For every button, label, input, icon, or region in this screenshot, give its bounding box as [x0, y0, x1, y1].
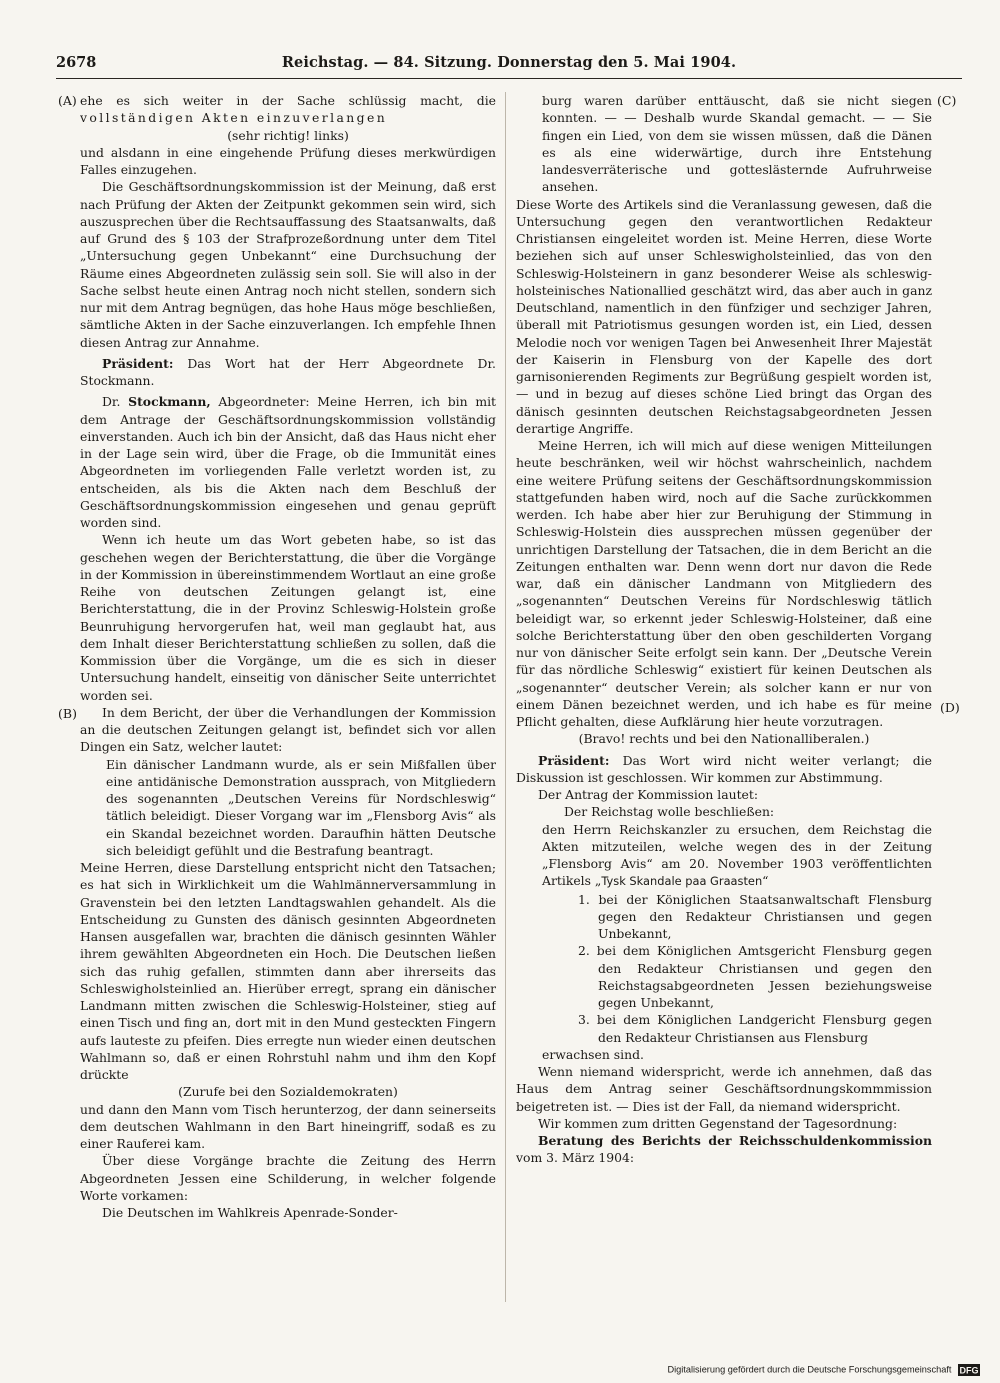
text-run: den Herrn Reichskanzler zu ersuchen, dem Reichstag die Akten mitzuteilen, welche wegen des in der Zeitung „Flensborg Avis“ am 20. November 1903 veröffentlichten Artikels „ — [542, 821, 932, 889]
emphasis-run: vollständigen Akten einzuverlangen — [80, 110, 388, 126]
paragraph: Meine Herren, ich will mich auf diese wenigen Mitteilungen heute beschränken, weil wir höchst wahrscheinlich, nachdem eine weitere Prüfung seitens der Geschäftsordnungskommission stattgefunden haben wird, noch auf die Sache zurückkommen werden. Ich habe aber hier zur Beruhigung der Stimmung in Schleswig-Holstein dies aussprechen müssen gegenüber der unrichtigen Darstellung der Tatsachen, die in dem Bericht an die Zeitungen enthalten war. Denn wenn dort nur davon die Rede war, daß ein dänischer Landmann von Mitgliedern des „sogenannten“ Deutschen Vereins für Nordschleswig tätlich beleidigt war, so erkennt jeder Schleswig-Holsteiner, daß eine solche Berichterstattung über den oben geschilderten Vorgang nur von dänischer Seite erfolgt sein kann. Der „Deutsche Verein für das nördliche Schleswig“ existiert für keinen Deutschen als „sogenannter“ deutscher Verein; als solcher kann er nur von einem Dänen bezeichnet werden, und ich habe es für meine Pflicht gehalten, diese Aufklärung hier heute vorzutragen. — [516, 438, 932, 729]
margin-letter-a: (A) — [58, 93, 77, 108]
running-title: Reichstag. — 84. Sitzung. Donnerstag den 5. Mai 1904. — [281, 54, 737, 71]
list-item: 2. bei dem Königlichen Amtsgericht Flensburg gegen den Redakteur Christiansen und gegen den Reichstagsabgeordneten Jessen beziehungsweise gegen Unbekannt, — [578, 943, 932, 1010]
paragraph: und dann den Mann vom Tisch herunterzog, der dann seinerseits dem deutschen Wahlmann in den Bart hineingriff, sodaß es zu einer Rauferei kam. — [80, 1101, 496, 1151]
motion-body — [542, 821, 932, 891]
paragraph: Der Antrag der Kommission lautet: — [538, 787, 759, 802]
paragraph — [516, 1132, 932, 1167]
motion-text — [542, 803, 932, 890]
paragraph: In dem Bericht, der über die Verhandlungen der Kommission an die deutschen Zeitungen gelangt ist, befindet sich vor allen Dingen ein Satz, welcher lautet: — [80, 704, 496, 755]
quotation: Ein dänischer Landmann wurde, als er sein Mißfallen über eine antidänische Demonstration aussprach, von Mitgliedern des sogenannten „Deutschen Vereins für Nordschleswig“ tätlich beleidigt. Dieser Vorgang war im „Flensborg Avis“ als ein Skandal bezeichnet worden. Daraufhin hätten Deutsche sich beleidigt gefühlt und die Bestrafung beantragt. — [106, 756, 496, 858]
paragraph — [80, 355, 496, 390]
paragraph: Über diese Vorgänge brachte die Zeitung des Herrn Abgeordneten Jessen eine Schilderung, in welcher folgende Worte vorkamen: — [80, 1153, 496, 1203]
paragraph: Wir kommen zum dritten Gegenstand der Tagesordnung: — [538, 1115, 898, 1131]
text-run: Abgeordneter: Meine Herren, ich bin mit dem Antrage der Geschäftsordnungskommission vollständig einverstanden. Auch ich bin der Ansicht, daß das Haus nicht eher in der Lage sein wird, über die Frage, ob die Immunität eines Abgeordneten im vorliegenden Falle verletzt worden ist, zu entscheiden, als bis die Akten nach dem Beschluß der Geschäftsordnungskommission eingesehen und genau geprüft worden sind. — [80, 394, 496, 530]
text-run: Das Wort wird nicht weiter verlangt; die Diskussion ist geschlossen. Wir kommen zur Abstimmung. — [516, 752, 932, 785]
paragraph: Wenn ich heute um das Wort gebeten habe, so ist das geschehen wegen der Berichterstattung, die über die Vorgänge in der Kommission in übereinstimmendem Wortlaut an eine große Reihe von deutschen Zeitungen gelangt ist, eine Berichterstattung, die in der Provinz Schleswig-Holstein große Beunruhigung hervorgerufen hat, weil man geglaubt hat, aus dem Inhalt dieser Berichterstattung schließen zu sollen, daß die Kommission über die Vorgänge, um die es sich in dieser Untersuchung handelt, einseitig von dänischer Seite unterrichtet worden sei. — [80, 532, 496, 703]
article-title: Tysk Skandale paa Graasten — [601, 874, 763, 889]
text-run: ehe es sich weiter in der Sache schlüssig macht, die — [80, 93, 496, 108]
paragraph: und alsdann in eine eingehende Prüfung dieses merkwürdigen Falles einzugehen. — [80, 144, 496, 177]
column-rule — [505, 92, 506, 1302]
quotation: burg waren darüber enttäuscht, daß sie nicht siegen konnten. — — Deshalb wurde Skandal gemacht. — — Sie fingen ein Lied, von dem sie wissen müssen, daß die Dänen es als eine widerwärtige, durch ihre Entstehung landesverräterische und gotteslästernde Aufruhrweise ansehen. — [542, 93, 932, 195]
speaker-name: Präsident: — [102, 355, 174, 371]
right-column — [516, 92, 932, 1302]
page-number: 2678 — [56, 54, 97, 71]
margin-letter-d: (D) — [940, 700, 960, 715]
margin-letter-b: (B) — [58, 706, 77, 721]
motion-intro: Der Reichstag wolle beschließen: — [564, 804, 775, 820]
digitization-footer — [600, 1364, 980, 1378]
text-run: Das Wort hat der Herr Abgeordnete Dr. Stockmann. — [80, 355, 496, 388]
left-column — [80, 92, 496, 1302]
margin-letter-c: (C) — [937, 93, 957, 108]
paragraph: Meine Herren, diese Darstellung entspricht nicht den Tatsachen; es hat sich in Wirklichkeit um die Wahlmännerversammlung in Gravenstein bei den letzten Landtagswahlen gehandelt. Als die Entscheidung zu Gunsten des dänisch gesinnten Abgeordneten Hansen ausgefallen war, brachten die dänisch gesinnten Wähler ihrem gewählten Abgeordneten ein Hoch. Die Deutschen ließen sich das ruhig gefallen, stimmten dann aber ihrerseits das Schleswigholsteinlied an. Hierüber erregt, sprang ein dänischer Landmann mitten zwischen die Schleswig-Holsteiner, stieg auf einen Tisch und fing an, dort mit in den Mund gesteckten Fingern aufs lauteste zu pfeifen. Dies erregte nun wieder einen deutschen Wahlmann so, daß er einen Rohrstuhl nahm und ihm den Kopf drückte — [80, 860, 496, 1082]
agenda-item: Beratung des Berichts der Reichsschuldenkommission — [538, 1133, 932, 1148]
motion-end: erwachsen sind. — [542, 1046, 644, 1062]
paragraph: Die Geschäftsordnungskommission ist der Meinung, daß erst nach Prüfung der Akten der Zeitpunkt gekommen sein wird, sich auszusprechen über die Rechtsauffassung des Staatsanwalts, daß auf Grund des § 103 der Strafprozeßordnung unter dem Titel „Untersuchung gegen Unbekannt“ eine Durchsuchung der Räume eines Abgeordneten zulässig sein soll. Sie will also in der Sache selbst heute einen Antrag noch nicht stellen, sondern sich nur mit dem Antrag begnügen, das hohe Haus möge beschließen, sämtliche Akten in der Sache einzuverlangen. Ich empfehle Ihnen diesen Antrag zur Annahme. — [80, 179, 496, 350]
speaker-name: Stockmann, — [128, 394, 211, 410]
paragraph — [516, 752, 932, 787]
page-header — [56, 54, 962, 79]
speaker-name: Präsident: — [538, 752, 610, 768]
text-run: “ — [762, 873, 769, 889]
list-item: 1. bei der Königlichen Staatsanwaltschaft Flensburg gegen den Redakteur Christiansen und gegen Unbekannt, — [578, 891, 932, 941]
motion-list — [578, 891, 932, 1046]
dfg-logo-icon — [958, 1364, 980, 1376]
interjection: (Zurufe bei den Sozialdemokraten) — [178, 1084, 398, 1100]
text-run: Dr. — [102, 394, 129, 410]
interjection: (sehr richtig! links) — [227, 127, 349, 143]
paragraph: Diese Worte des Artikels sind die Veranlassung gewesen, daß die Untersuchung gegen den verantwortlichen Redakteur Christiansen eingeleitet worden ist. Meine Herren, diese Worte beziehen sich auf unser Schleswigholsteinlied, das von den Schleswig-Holsteinern in ganz besonderer Weise als schleswig-holsteinisches Nationallied geschätzt wird, das aber auch in ganz Deutschland, namentlich in den fünfziger und sechziger Jahren, überall mit Patriotismus gesungen worden ist, ein Lied, dessen Melodie noch vor wenigen Tagen bei Anwesenheit Ihrer Majestät der Kaiserin in Flensburg von der Kapelle des dort garnisonierenden Regiments zur Begrüßung gespielt worden ist, — und in bezug auf dieses schöne Lied bringt das Organ des dänisch gesinnten deutschen Reichstagsabgeordneten Jessen derartige Angriffe. — [516, 196, 932, 436]
paragraph: Die Deutschen im Wahlkreis Apenrade-Sonder- — [102, 1205, 398, 1220]
paragraph: Wenn niemand widerspricht, werde ich annehmen, daß das Haus dem Antrag seiner Geschäftsordnungskommmission beigetreten ist. — Dies ist der Fall, da niemand widerspricht. — [516, 1064, 932, 1114]
svg-text:DFG: DFG — [959, 1365, 979, 1376]
list-item: 3. bei dem Königlichen Landgericht Flensburg gegen den Redakteur Christiansen aus Flensburg — [578, 1012, 932, 1045]
paragraph — [80, 393, 496, 531]
interjection: (Bravo! rechts und bei den Nationalliberalen.) — [578, 731, 870, 747]
footer-text: Digitalisierung gefördert durch die Deutsche Forschungsgemeinschaft — [667, 1364, 952, 1375]
paragraph — [80, 92, 496, 127]
text-run: vom 3. März 1904: — [516, 1150, 635, 1166]
